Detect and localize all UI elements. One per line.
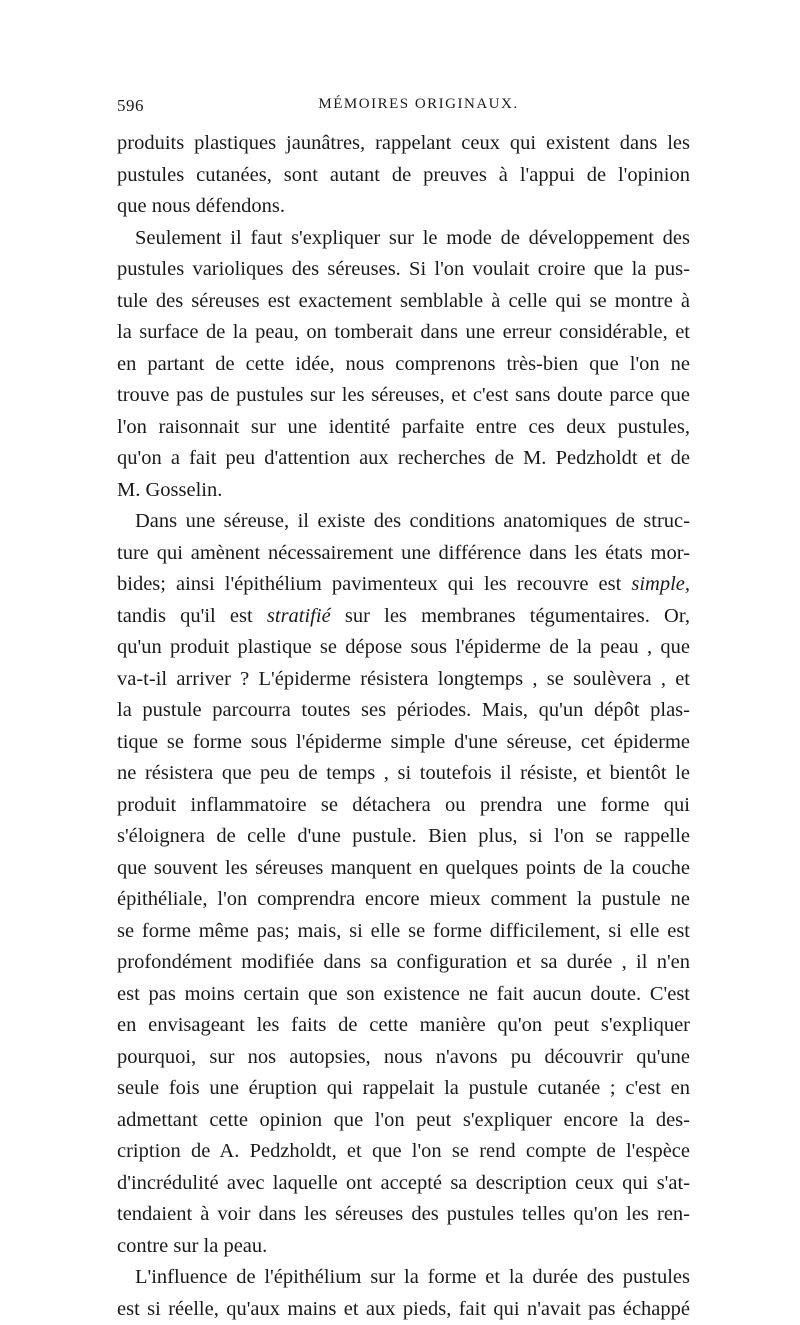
text-line: la pustule parcourra toutes ses périodes. Mais, qu'un dépôt plas- xyxy=(117,695,690,727)
text-line: tique se forme sous l'épiderme simple d'une séreuse, cet épiderme xyxy=(117,727,690,759)
text-line: Dans une séreuse, il existe des conditions anatomiques de struc- xyxy=(117,506,690,538)
text-line: tule des séreuses est exactement semblable à celle qui se montre à xyxy=(117,286,690,318)
text-line: qu'on a fait peu d'attention aux recherches de M. Pedzholdt et de xyxy=(117,443,690,475)
paragraph xyxy=(117,223,690,507)
text-run: sur les membranes tégumentaires. Or, xyxy=(331,605,690,627)
text-line: L'influence de l'épithélium sur la forme et la durée des pustules xyxy=(117,1262,690,1294)
text-line: tendaient à voir dans les séreuses des pustules telles qu'on les ren- xyxy=(117,1199,690,1231)
paragraph xyxy=(117,506,690,1262)
text-run: tandis qu'il est xyxy=(117,605,267,627)
paragraph xyxy=(117,1262,690,1325)
text-run: bides; ainsi l'épithélium pavimenteux qui les recouvre est xyxy=(117,573,631,595)
text-line: cription de A. Pedzholdt, et que l'on se rend compte de l'espèce xyxy=(117,1136,690,1168)
text-line: que souvent les séreuses manquent en quelques points de la couche xyxy=(117,853,690,885)
text-line: va-t-il arriver ? L'épiderme résistera longtemps , se soulèvera , et xyxy=(117,664,690,696)
text-line: trouve pas de pustules sur les séreuses, et c'est sans doute parce que xyxy=(117,380,690,412)
text-line: pourquoi, sur nos autopsies, nous n'avons pu découvrir qu'une xyxy=(117,1042,690,1074)
text-line: ture qui amènent nécessairement une différence dans les états mor- xyxy=(117,538,690,570)
text-line: pustules varioliques des séreuses. Si l'on voulait croire que la pus- xyxy=(117,254,690,286)
text-line xyxy=(117,569,690,601)
italic-term: simple, xyxy=(631,573,690,595)
body-text xyxy=(117,128,690,1325)
paragraph xyxy=(117,128,690,223)
page-header xyxy=(117,96,690,120)
page-number: 596 xyxy=(117,96,144,116)
text-line: admettant cette opinion que l'on peut s'expliquer encore la des- xyxy=(117,1105,690,1137)
text-line: l'on raisonnait sur une identité parfaite entre ces deux pustules, xyxy=(117,412,690,444)
text-line xyxy=(117,601,690,633)
text-line: épithéliale, l'on comprendra encore mieux comment la pustule ne xyxy=(117,884,690,916)
text-line: la surface de la peau, on tomberait dans une erreur considérable, et xyxy=(117,317,690,349)
text-line: pustules cutanées, sont autant de preuves à l'appui de l'opinion xyxy=(117,160,690,192)
text-line: Seulement il faut s'expliquer sur le mode de développement des xyxy=(117,223,690,255)
text-line: M. Gosselin. xyxy=(117,475,690,507)
text-line: se forme même pas; mais, si elle se forme difficilement, si elle est xyxy=(117,916,690,948)
text-line: produit inflammatoire se détachera ou prendra une forme qui xyxy=(117,790,690,822)
text-line: est si réelle, qu'aux mains et aux pieds, fait qui n'avait pas échappé xyxy=(117,1294,690,1325)
text-line: en partant de cette idée, nous comprenons très-bien que l'on ne xyxy=(117,349,690,381)
text-line: est pas moins certain que son existence ne fait aucun doute. C'est xyxy=(117,979,690,1011)
text-line: d'incrédulité avec laquelle ont accepté sa description ceux qui s'at- xyxy=(117,1168,690,1200)
text-line: s'éloignera de celle d'une pustule. Bien plus, si l'on se rappelle xyxy=(117,821,690,853)
running-title: MÉMOIRES ORIGINAUX. xyxy=(117,96,690,113)
text-line: que nous défendons. xyxy=(117,191,690,223)
text-line: qu'un produit plastique se dépose sous l'épiderme de la peau , que xyxy=(117,632,690,664)
text-line: en envisageant les faits de cette manière qu'on peut s'expliquer xyxy=(117,1010,690,1042)
text-line: contre sur la peau. xyxy=(117,1231,690,1263)
text-line: produits plastiques jaunâtres, rappelant ceux qui existent dans les xyxy=(117,128,690,160)
text-line: seule fois une éruption qui rappelait la pustule cutanée ; c'est en xyxy=(117,1073,690,1105)
italic-term: stratifié xyxy=(267,605,331,627)
text-line: ne résistera que peu de temps , si toutefois il résiste, et bientôt le xyxy=(117,758,690,790)
text-line: profondément modifiée dans sa configuration et sa durée , il n'en xyxy=(117,947,690,979)
